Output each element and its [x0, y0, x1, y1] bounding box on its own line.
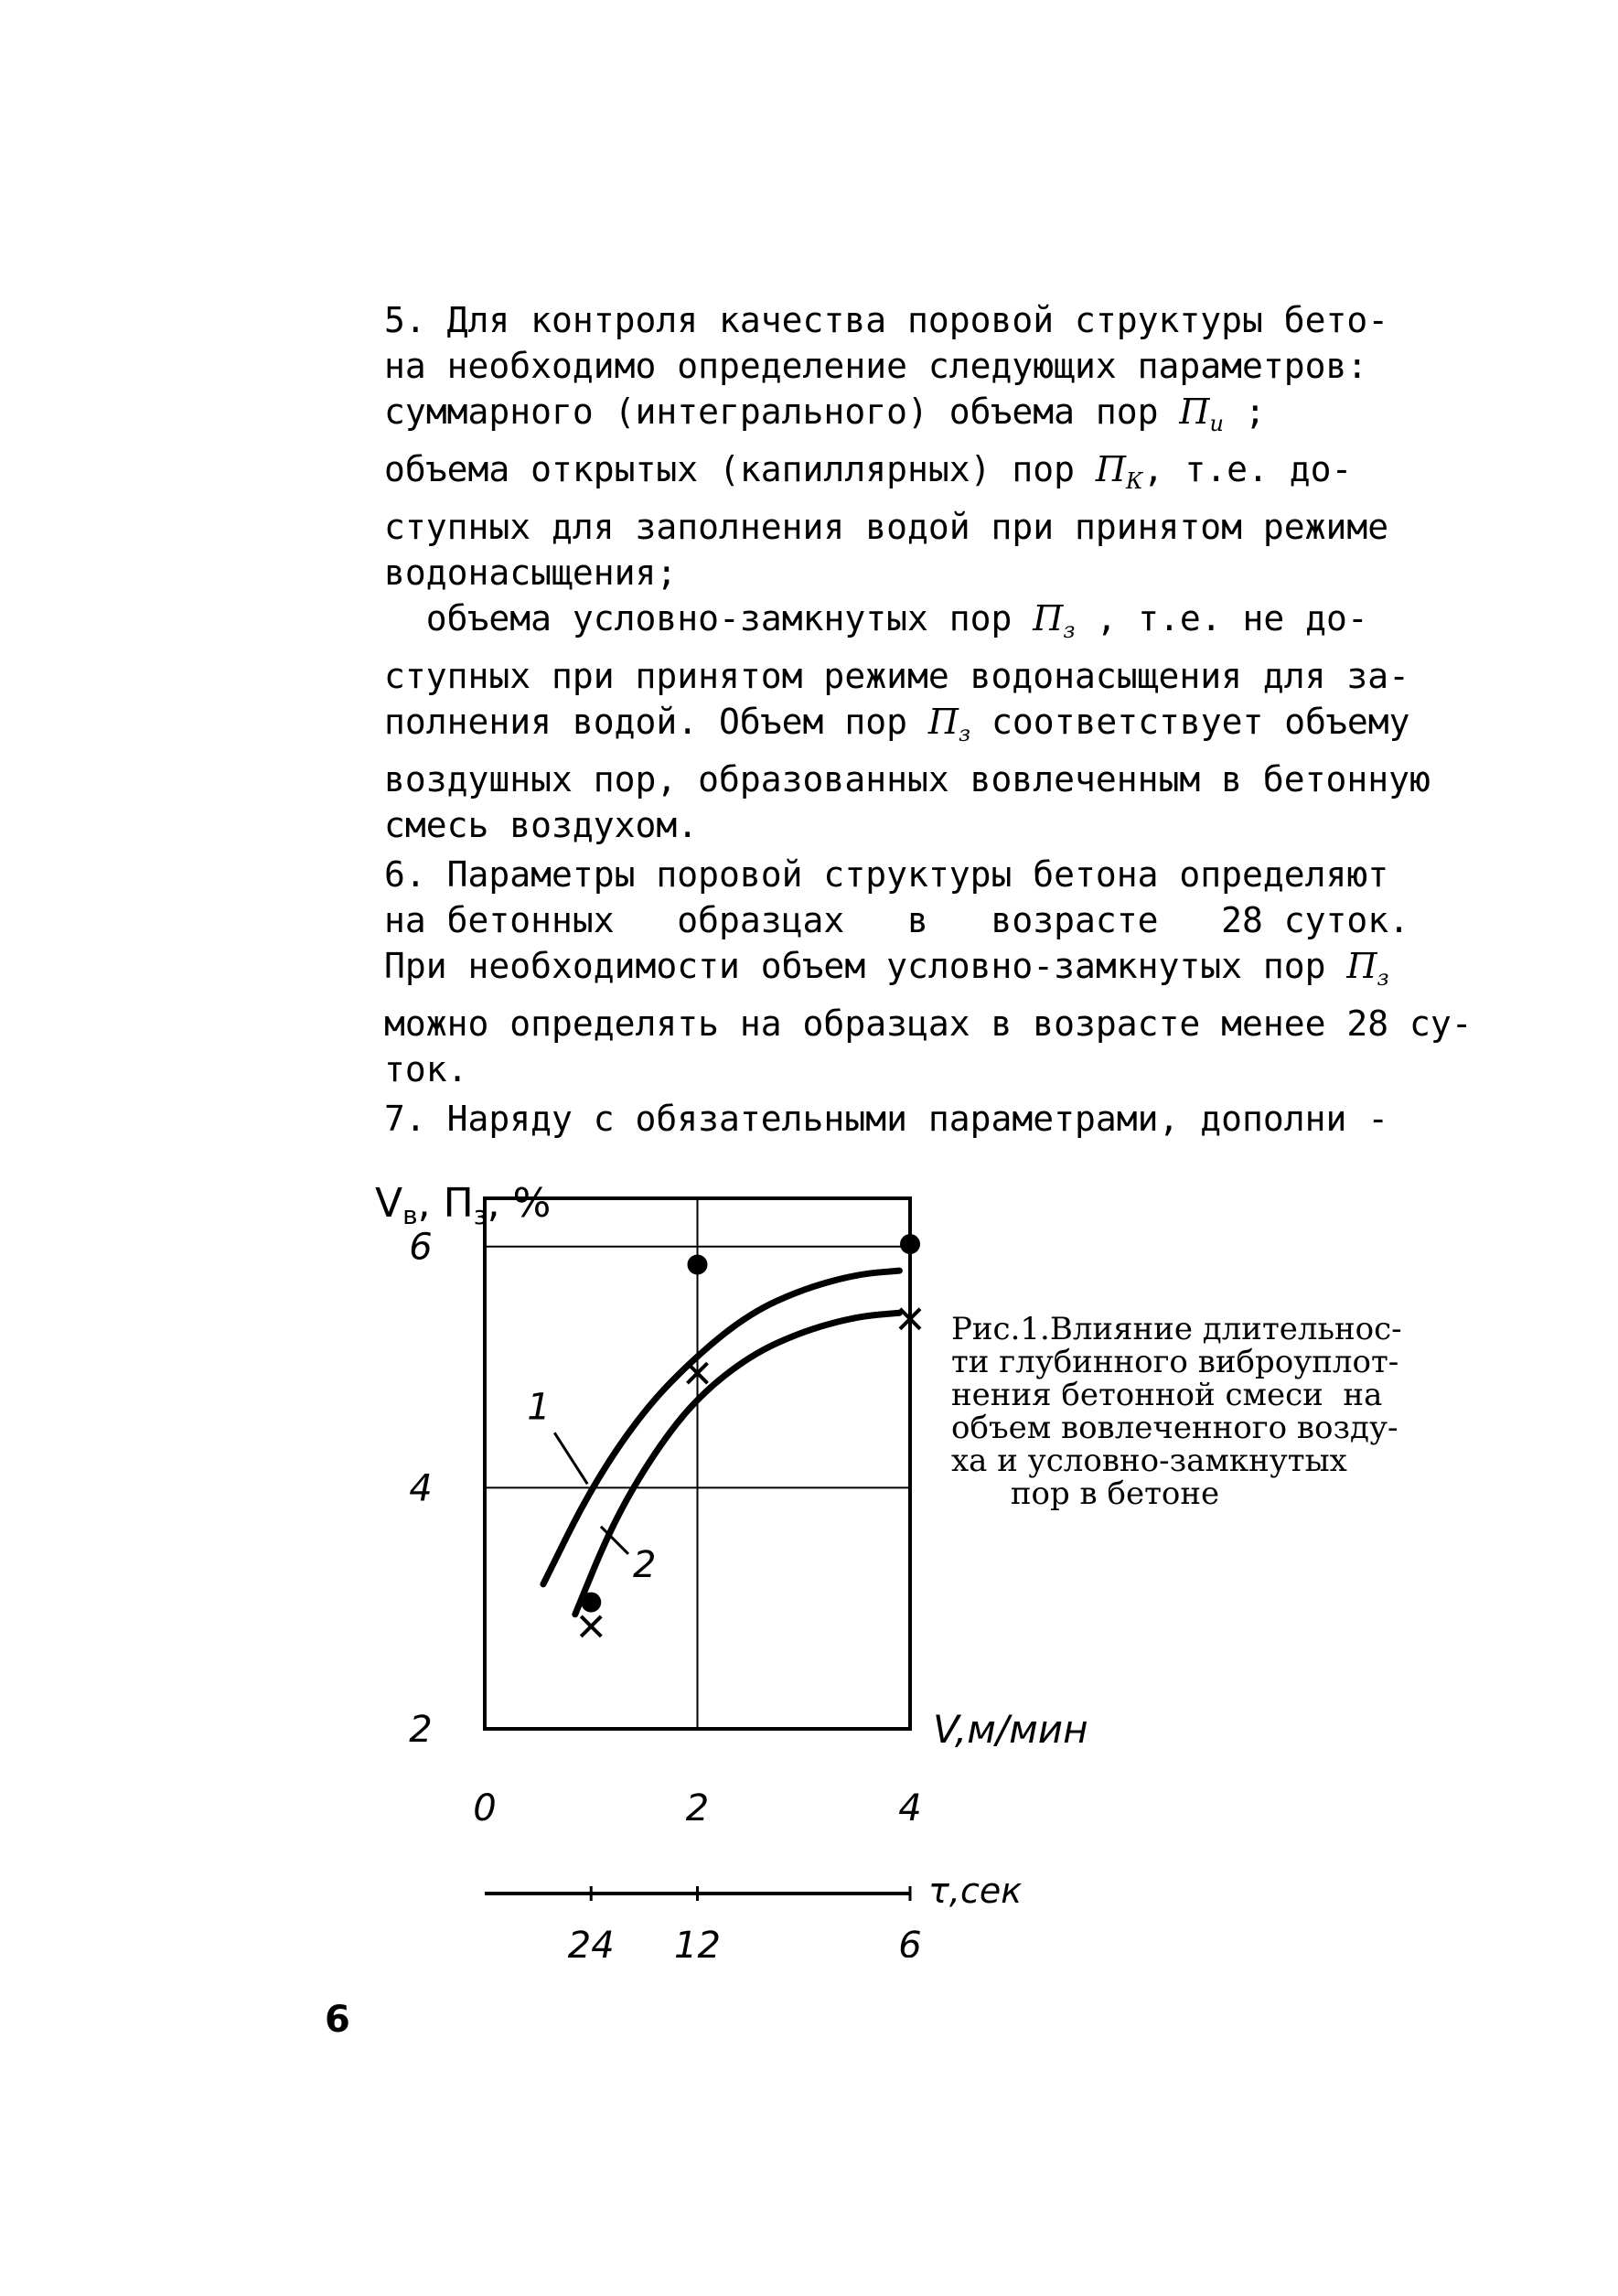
tau-tick-label: 6: [898, 1925, 922, 1958]
symbol-subscript: з: [1063, 617, 1076, 643]
y-axis-label-subscript: в: [402, 1200, 418, 1230]
symbol-subscript: К: [1126, 468, 1143, 494]
text-line: [320, 699, 1473, 756]
figure-chart: [302, 1134, 1509, 1958]
text-line: смесь воздухом.: [384, 805, 699, 845]
text-line: воздушных пор, образованных вовлеченным в бетонную: [384, 759, 1430, 799]
caption-line: объем вовлеченного возду-: [951, 1410, 1398, 1446]
text-fragment: , т.е. до-: [1142, 449, 1353, 489]
text-line: водонасыщения;: [384, 553, 678, 593]
text-line: 5. Для контроля качества поровой структуры бето-: [384, 300, 1389, 340]
text-line: ступных для заполнения водой при принятом режиме: [384, 507, 1389, 547]
text-fragment: полнения водой. Объем пор: [384, 702, 928, 742]
text-fragment: соответствует объему: [970, 702, 1410, 742]
tau-tick-label: 12: [674, 1925, 721, 1958]
y-axis-label-part: , %: [487, 1180, 552, 1227]
figure-1: [302, 1134, 1509, 1958]
text-line: на бетонных образцах в возрасте 28 суток.: [384, 900, 1410, 940]
x-tick-label: 4: [898, 1787, 922, 1829]
text-fragment: , т.е. не до-: [1075, 598, 1368, 638]
curve-series-2: [575, 1313, 900, 1615]
figure-caption: [951, 1313, 1482, 1510]
y-tick-label: 4: [409, 1467, 433, 1510]
symbol-subscript: з: [1377, 965, 1389, 991]
text-fragment: При необходимости объем условно-замкнутых пор: [384, 946, 1347, 986]
y-axis-label-part: V: [375, 1180, 403, 1227]
data-point-dot: [581, 1593, 601, 1613]
x-tick-label: 0: [473, 1787, 497, 1829]
symbol-p: П: [927, 702, 959, 742]
text-line: 6. Параметры поровой структуры бетона определяют: [384, 854, 1389, 895]
text-fragment: объема условно-замкнутых пор: [425, 598, 1034, 638]
text-line: [320, 446, 1473, 504]
text-line: можно определять на образцах в возрасте менее 28 су-: [384, 1003, 1473, 1044]
data-point-dot: [900, 1234, 920, 1254]
text-line: ток.: [384, 1049, 468, 1089]
y-tick-label: 2: [409, 1709, 433, 1751]
text-line: ступных при принятом режиме водонасыщения для за-: [384, 656, 1410, 696]
x-tick-label: 2: [685, 1787, 710, 1829]
curve-1-leader: [554, 1432, 587, 1484]
caption-line: ти глубинного виброуплот-: [951, 1344, 1399, 1380]
data-point-dot: [688, 1255, 708, 1275]
paragraph-5: [320, 297, 1473, 848]
curve-1-label: 1: [527, 1386, 551, 1429]
x-axis-label: V,м/мин: [933, 1707, 1088, 1752]
y-axis-label-subscript: з: [473, 1200, 488, 1230]
caption-line: пор в бетоне: [951, 1475, 1220, 1512]
text-line: [320, 943, 1473, 1001]
paragraph-6: [320, 852, 1473, 1092]
text-line: [320, 595, 1473, 653]
symbol-subscript: з: [958, 721, 971, 746]
symbol-p: П: [1346, 946, 1377, 986]
tau-axis-label: τ,сек: [928, 1871, 1023, 1911]
text-fragment: объема открытых (капиллярных) пор: [384, 449, 1096, 489]
symbol-subscript: и: [1209, 411, 1224, 436]
caption-line: нения бетонной смеси на: [951, 1377, 1383, 1413]
symbol-p: П: [1033, 598, 1064, 638]
symbol-p: П: [1179, 392, 1210, 432]
tau-tick-label: 24: [567, 1925, 615, 1958]
curve-2-label: 2: [632, 1543, 657, 1586]
body-text: [320, 297, 1473, 1145]
text-fragment: ;: [1223, 392, 1266, 432]
caption-line: Рис.1.Влияние длительнос-: [951, 1311, 1402, 1347]
y-tick-label: 6: [409, 1226, 433, 1269]
text-fragment: суммарного (интегрального) объема пор: [384, 392, 1180, 432]
caption-line: ха и условно-замкнутых: [951, 1443, 1347, 1479]
symbol-p: П: [1095, 449, 1126, 489]
y-axis-label-part: , П: [417, 1180, 474, 1227]
y-axis-label: [375, 1180, 551, 1230]
text-line: на необходимо определение следующих параметров:: [384, 346, 1368, 386]
page-number: 6: [325, 1999, 350, 2041]
text-line: [320, 389, 1473, 446]
data-point-cross: [581, 1616, 601, 1636]
text-line: 7. Наряду с обязательными параметрами, дополни -: [384, 1099, 1389, 1139]
